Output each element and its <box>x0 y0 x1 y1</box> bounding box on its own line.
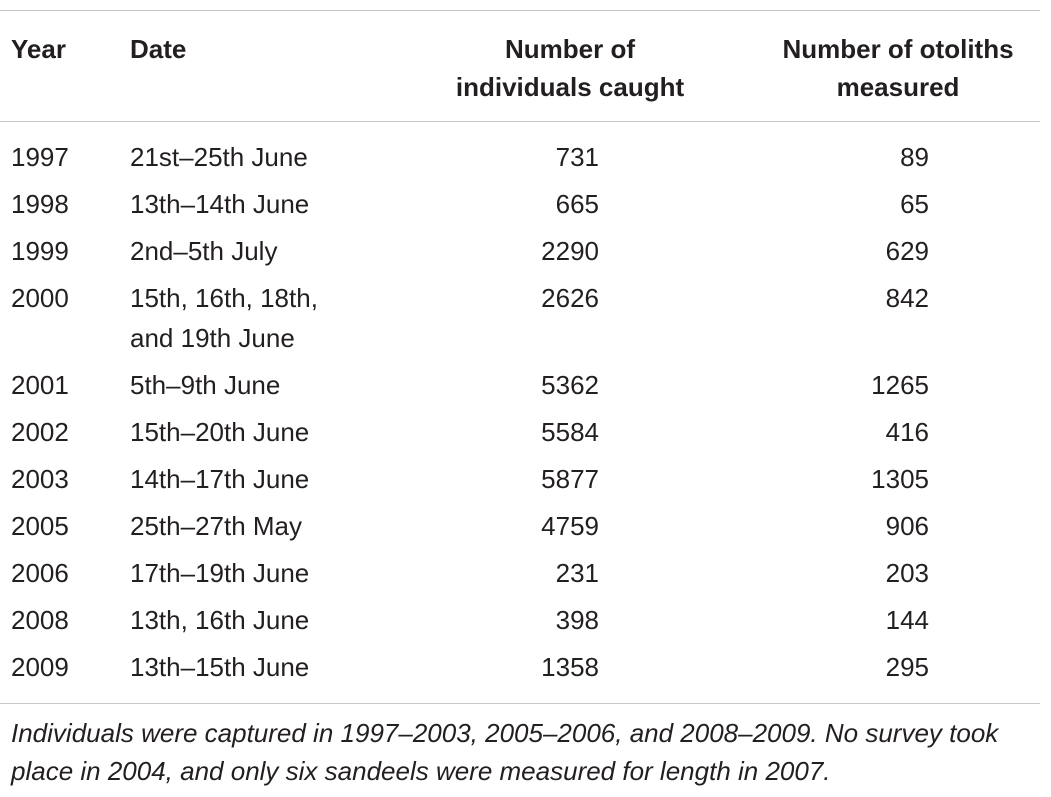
cell-year: 2005 <box>11 511 69 541</box>
cell-otoliths-measured: 203 <box>885 558 929 588</box>
cell-date: 2nd–5th July <box>130 236 278 266</box>
cell-individuals-caught: 1358 <box>541 652 599 682</box>
table-body <box>0 137 1051 694</box>
cell-year: 1997 <box>11 142 69 172</box>
cell-individuals-caught: 665 <box>555 189 599 219</box>
cell-date: 15th–20th June <box>130 417 310 447</box>
cell-individuals-caught: 5584 <box>541 417 599 447</box>
table-row <box>0 506 1051 553</box>
cell-date: 13th, 16th June <box>130 605 310 635</box>
cell-individuals-caught: 2290 <box>541 236 599 266</box>
header-otoliths-measured: Number of otoliths measured <box>782 34 1014 102</box>
table-row <box>0 184 1051 231</box>
cell-date: 15th, 16th, 18th, and 19th June <box>130 283 318 353</box>
cell-year: 2006 <box>11 558 69 588</box>
cell-date: 13th–14th June <box>130 189 310 219</box>
cell-otoliths-measured: 842 <box>885 283 929 313</box>
cell-date: 25th–27th May <box>130 511 303 541</box>
table-row <box>0 278 1051 365</box>
cell-date: 17th–19th June <box>130 558 310 588</box>
cell-otoliths-measured: 1265 <box>871 370 929 400</box>
cell-year: 2003 <box>11 464 69 494</box>
table-row <box>0 365 1051 412</box>
cell-date: 21st–25th June <box>130 142 308 172</box>
table-row <box>0 600 1051 647</box>
cell-otoliths-measured: 295 <box>885 652 929 682</box>
cell-otoliths-measured: 629 <box>885 236 929 266</box>
cell-year: 2000 <box>11 283 69 313</box>
cell-individuals-caught: 2626 <box>541 283 599 313</box>
cell-year: 1999 <box>11 236 69 266</box>
header-individuals-caught: Number of individuals caught <box>455 34 685 102</box>
cell-year: 2001 <box>11 370 69 400</box>
cell-otoliths-measured: 906 <box>885 511 929 541</box>
table-row <box>0 459 1051 506</box>
cell-individuals-caught: 731 <box>555 142 599 172</box>
table-row <box>0 412 1051 459</box>
table-row <box>0 553 1051 600</box>
cell-date: 5th–9th June <box>130 370 281 400</box>
cell-otoliths-measured: 1305 <box>871 464 929 494</box>
table-header-rule <box>0 121 1040 122</box>
cell-date: 14th–17th June <box>130 464 310 494</box>
cell-otoliths-measured: 144 <box>885 605 929 635</box>
table-row <box>0 647 1051 694</box>
header-date: Date <box>130 34 187 64</box>
cell-otoliths-measured: 65 <box>900 189 929 219</box>
cell-individuals-caught: 5877 <box>541 464 599 494</box>
cell-individuals-caught: 5362 <box>541 370 599 400</box>
cell-year: 2008 <box>11 605 69 635</box>
table-row <box>0 137 1051 184</box>
table-bottom-rule <box>0 703 1040 704</box>
cell-date: 13th–15th June <box>130 652 310 682</box>
cell-individuals-caught: 4759 <box>541 511 599 541</box>
cell-otoliths-measured: 416 <box>885 417 929 447</box>
cell-year: 1998 <box>11 189 69 219</box>
cell-individuals-caught: 231 <box>555 558 599 588</box>
cell-year: 2002 <box>11 417 69 447</box>
table-row <box>0 231 1051 278</box>
table-top-rule <box>0 10 1040 11</box>
cell-otoliths-measured: 89 <box>900 142 929 172</box>
cell-year: 2009 <box>11 652 69 682</box>
cell-individuals-caught: 398 <box>555 605 599 635</box>
table-footnote: Individuals were captured in 1997–2003, 2005–2006, and 2008–2009. No survey took place in 2004, and only six sandeels were measured for length in 2007. <box>11 718 999 786</box>
header-year: Year <box>11 34 66 64</box>
